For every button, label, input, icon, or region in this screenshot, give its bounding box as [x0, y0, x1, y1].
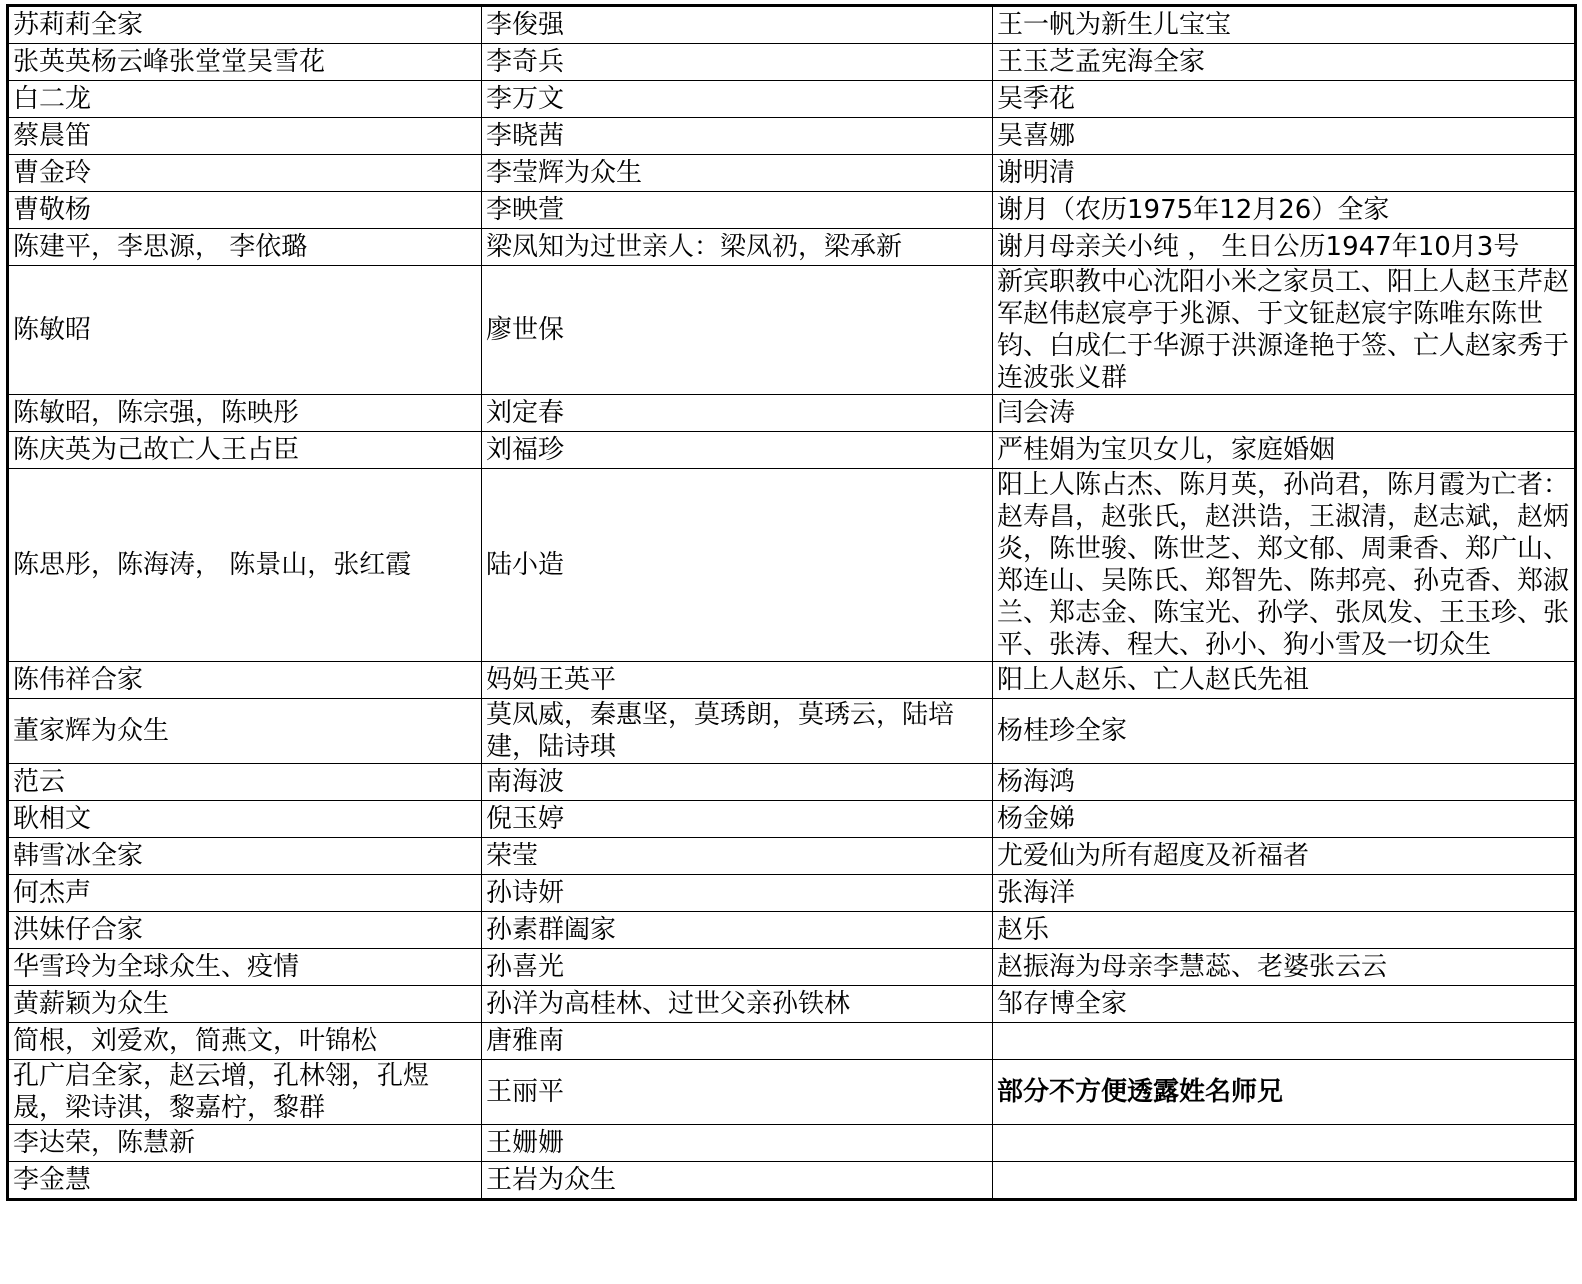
- table-cell[interactable]: 陈庆英为己故亡人王占臣: [8, 432, 482, 469]
- table-cell[interactable]: [993, 1023, 1576, 1060]
- table-cell[interactable]: 陆小造: [482, 469, 993, 662]
- table-cell[interactable]: [993, 1162, 1576, 1200]
- table-cell[interactable]: 杨桂珍全家: [993, 699, 1576, 764]
- table-row: [8, 1162, 1576, 1200]
- table-cell[interactable]: 洪妹仔合家: [8, 912, 482, 949]
- table-row: [8, 764, 1576, 801]
- table-row: [8, 155, 1576, 192]
- table-row: [8, 986, 1576, 1023]
- table-cell[interactable]: 李金慧: [8, 1162, 482, 1200]
- table-cell[interactable]: 邹存博全家: [993, 986, 1576, 1023]
- table-row: [8, 801, 1576, 838]
- table-cell[interactable]: 黄薪颖为众生: [8, 986, 482, 1023]
- table-cell[interactable]: 刘定春: [482, 395, 993, 432]
- table-cell[interactable]: 李莹辉为众生: [482, 155, 993, 192]
- table-cell[interactable]: [993, 1125, 1576, 1162]
- table-row: [8, 469, 1576, 662]
- table-cell[interactable]: 耿相文: [8, 801, 482, 838]
- table-row: [8, 949, 1576, 986]
- table-cell[interactable]: 刘福珍: [482, 432, 993, 469]
- table-cell[interactable]: 王丽平: [482, 1060, 993, 1125]
- table-cell[interactable]: 王玉芝孟宪海全家: [993, 44, 1576, 81]
- table-cell[interactable]: 李万文: [482, 81, 993, 118]
- table-cell[interactable]: 吴季花: [993, 81, 1576, 118]
- table-row: [8, 81, 1576, 118]
- table-cell[interactable]: 董家辉为众生: [8, 699, 482, 764]
- table-cell[interactable]: 李达荣，陈慧新: [8, 1125, 482, 1162]
- table-row: [8, 875, 1576, 912]
- table-cell[interactable]: 孔广启全家，赵云增，孔林翎，孔煜晟，梁诗淇，黎嘉柠，黎群: [8, 1060, 482, 1125]
- table-row: [8, 395, 1576, 432]
- table-cell[interactable]: 妈妈王英平: [482, 662, 993, 699]
- table-cell[interactable]: 孙诗妍: [482, 875, 993, 912]
- table-cell[interactable]: 陈伟祥合家: [8, 662, 482, 699]
- table-cell[interactable]: 李晓茜: [482, 118, 993, 155]
- table-cell[interactable]: 陈思彤，陈海涛， 陈景山，张红霞: [8, 469, 482, 662]
- table-cell[interactable]: 梁凤知为过世亲人：梁凤礽，梁承新: [482, 229, 993, 266]
- table-cell[interactable]: 严桂娟为宝贝女儿，家庭婚姻: [993, 432, 1576, 469]
- table-cell[interactable]: 阳上人陈占杰、陈月英，孙尚君，陈月霞为亡者：赵寿昌，赵张氏，赵洪诰，王淑清，赵志斌，赵炳炎，陈世骏、陈世芝、郑文郁、周秉香、郑广山、郑连山、吴陈氏、郑智先、陈邦亮、孙克香、郑淑兰、郑志金、陈宝光、孙学、张凤发、王玉珍、张平、张涛、程大、孙小、狗小雪及一切众生: [993, 469, 1576, 662]
- table-row: [8, 229, 1576, 266]
- table-cell[interactable]: 韩雪冰全家: [8, 838, 482, 875]
- table-row: [8, 1125, 1576, 1162]
- table-cell[interactable]: 吴喜娜: [993, 118, 1576, 155]
- table-row: [8, 662, 1576, 699]
- table-cell[interactable]: 唐雅南: [482, 1023, 993, 1060]
- table-cell[interactable]: 何杰声: [8, 875, 482, 912]
- table-cell[interactable]: 荣莹: [482, 838, 993, 875]
- table-cell[interactable]: 曹金玲: [8, 155, 482, 192]
- table-cell[interactable]: 谢明清: [993, 155, 1576, 192]
- table-cell[interactable]: 尤爱仙为所有超度及祈福者: [993, 838, 1576, 875]
- table-cell[interactable]: 陈建平，李思源， 李依璐: [8, 229, 482, 266]
- table-row: [8, 118, 1576, 155]
- table-cell[interactable]: 南海波: [482, 764, 993, 801]
- table-cell[interactable]: 曹敬杨: [8, 192, 482, 229]
- table-cell[interactable]: 廖世保: [482, 266, 993, 395]
- table-cell[interactable]: 杨金娣: [993, 801, 1576, 838]
- table-row: [8, 912, 1576, 949]
- table-cell[interactable]: 白二龙: [8, 81, 482, 118]
- table-row: [8, 838, 1576, 875]
- table-cell[interactable]: 闫会涛: [993, 395, 1576, 432]
- table-cell[interactable]: 阳上人赵乐、亡人赵氏先祖: [993, 662, 1576, 699]
- table-cell[interactable]: 范云: [8, 764, 482, 801]
- table-row: [8, 6, 1576, 44]
- table-row: [8, 1060, 1576, 1125]
- names-table: [6, 4, 1577, 1201]
- table-cell[interactable]: 王岩为众生: [482, 1162, 993, 1200]
- table-cell[interactable]: 李奇兵: [482, 44, 993, 81]
- table-cell[interactable]: 新宾职教中心沈阳小米之家员工、阳上人赵玉芹赵军赵伟赵宸亭于兆源、于文钲赵宸宇陈唯东陈世钧、白成仁于华源于洪源逄艳于签、亡人赵家秀于连波张义群: [993, 266, 1576, 395]
- table-cell[interactable]: 王姗姗: [482, 1125, 993, 1162]
- table-cell[interactable]: 华雪玲为全球众生、疫情: [8, 949, 482, 986]
- table-cell[interactable]: 杨海鸿: [993, 764, 1576, 801]
- table-row: [8, 266, 1576, 395]
- table-cell[interactable]: 张英英杨云峰张堂堂吴雪花: [8, 44, 482, 81]
- table-row: [8, 192, 1576, 229]
- table-cell[interactable]: 部分不方便透露姓名师兄: [993, 1060, 1576, 1125]
- table-cell[interactable]: 苏莉莉全家: [8, 6, 482, 44]
- table-cell[interactable]: 李俊强: [482, 6, 993, 44]
- table-cell[interactable]: 陈敏昭: [8, 266, 482, 395]
- spreadsheet: [6, 4, 1574, 1201]
- table-row: [8, 699, 1576, 764]
- table-cell[interactable]: 蔡晨笛: [8, 118, 482, 155]
- table-cell[interactable]: 倪玉婷: [482, 801, 993, 838]
- table-row: [8, 1023, 1576, 1060]
- table-cell[interactable]: 李映萱: [482, 192, 993, 229]
- table-cell[interactable]: 赵乐: [993, 912, 1576, 949]
- table-cell[interactable]: 谢月（农历1975年12月26）全家: [993, 192, 1576, 229]
- table-row: [8, 44, 1576, 81]
- table-cell[interactable]: 孙洋为高桂林、过世父亲孙铁林: [482, 986, 993, 1023]
- table-cell[interactable]: 孙素群阖家: [482, 912, 993, 949]
- table-cell[interactable]: 陈敏昭，陈宗强，陈映彤: [8, 395, 482, 432]
- table-cell[interactable]: 张海洋: [993, 875, 1576, 912]
- table-cell[interactable]: 王一帆为新生儿宝宝: [993, 6, 1576, 44]
- table-cell[interactable]: 孙喜光: [482, 949, 993, 986]
- table-cell[interactable]: 赵振海为母亲李慧蕊、老婆张云云: [993, 949, 1576, 986]
- table-cell[interactable]: 谢月母亲关小纯 ， 生日公历1947年10月3号: [993, 229, 1576, 266]
- table-row: [8, 432, 1576, 469]
- table-cell[interactable]: 简根，刘爱欢，简燕文，叶锦松: [8, 1023, 482, 1060]
- table-cell[interactable]: 莫凤威，秦惠坚，莫琇朗，莫琇云，陆培建，陆诗琪: [482, 699, 993, 764]
